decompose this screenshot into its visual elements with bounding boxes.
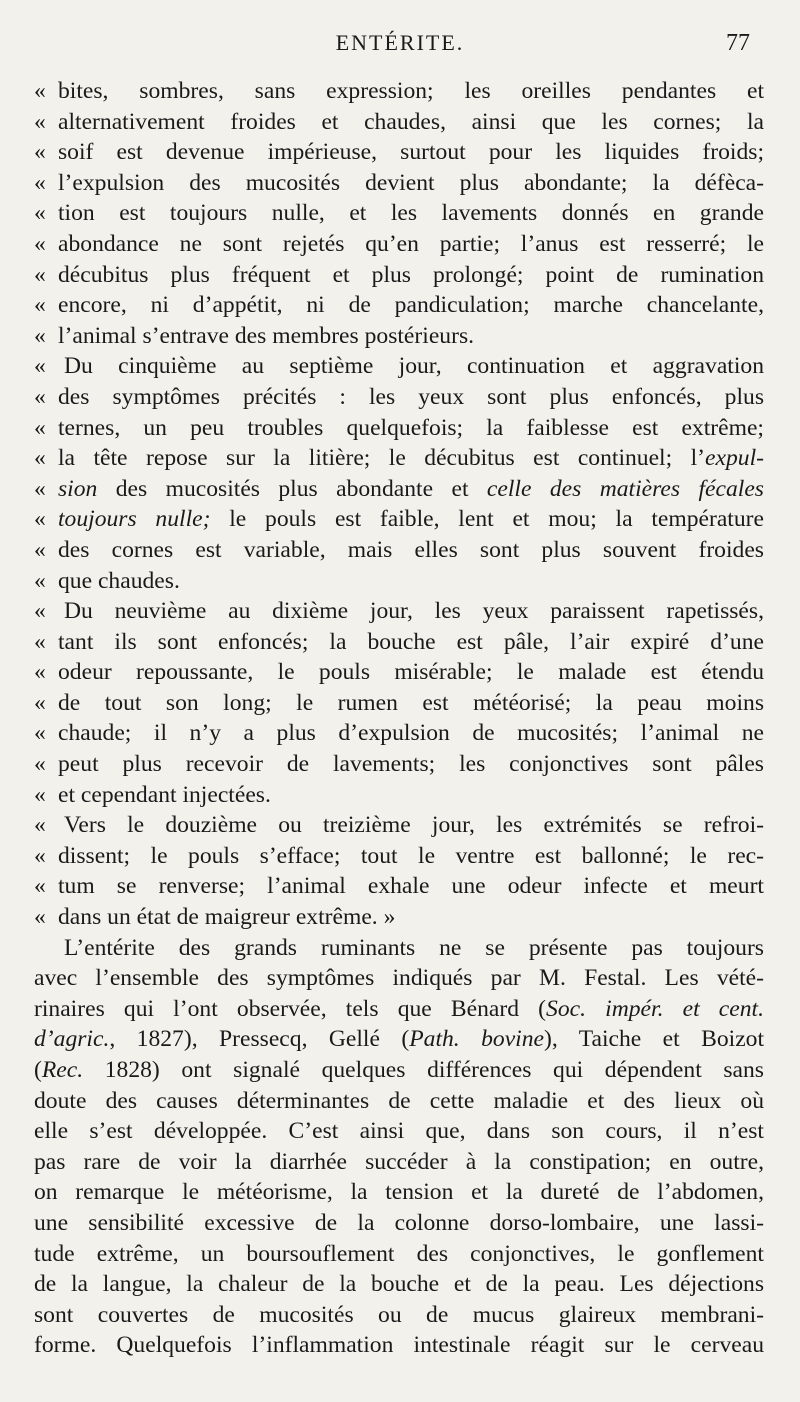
text-line: « des cornes est variable, mais elles sont plus souvent froides [34, 535, 764, 566]
quote-mark: « [34, 414, 46, 441]
quote-mark: « [34, 812, 46, 839]
text-line: elle s’est développée. C’est ainsi que, dans son cours, il n’est [34, 1118, 764, 1145]
text-line: « sion des mucosités plus abondante et celle des matières fécales [34, 474, 764, 505]
text-line: « tant ils sont enfoncés; la bouche est pâle, l’air expiré d’une [34, 627, 764, 658]
quote-mark: « [34, 567, 46, 594]
text-line: on remarque le météorisme, la tension et la dureté de l’abdomen, [34, 1179, 764, 1206]
text-line: « ternes, un peu troubles quelquefois; la faiblesse est extrême; [34, 413, 764, 444]
quote-mark: « [34, 659, 46, 686]
text-line: « tum se renverse; l’animal exhale une odeur infecte et meurt [34, 871, 764, 902]
text-line: « Du neuvième au dixième jour, les yeux paraissent rapetissés, [34, 596, 764, 627]
quote-mark: « [34, 751, 46, 778]
text-line: « toujours nulle; le pouls est faible, lent et mou; la température [34, 504, 764, 535]
page-number: 77 [726, 30, 750, 56]
quote-mark: « [34, 261, 46, 288]
text-line: « l’expulsion des mucosités devient plus abondante; la défèca- [34, 168, 764, 199]
text-line: « soif est devenue impérieuse, surtout pour les liquides froids; [34, 137, 764, 168]
quote-mark: « [34, 873, 46, 900]
text-line: tude extrême, un boursouflement des conjonctives, le gonflement [34, 1240, 764, 1267]
quote-mark: « [34, 108, 46, 135]
quote-mark: « [34, 628, 46, 655]
text-line: « l’animal s’entrave des membres postérieurs. [34, 321, 764, 352]
chapter-title: ENTÉRITE. [335, 30, 465, 55]
text-line: « que chaudes. [34, 566, 764, 597]
text-line: « Vers le douzième ou treizième jour, les extrémités se refroi- [34, 810, 764, 841]
quote-mark: « [34, 78, 46, 104]
text-line: « abondance ne sont rejetés qu’en partie; l’anus est resserré; le [34, 229, 764, 260]
quote-mark: « [34, 689, 46, 716]
text-line: « dans un état de maigreur extrême. » [34, 902, 764, 933]
text-line: « chaude; il n’y a plus d’expulsion de mucosités; l’animal ne [34, 718, 764, 749]
text-line: sont couvertes de mucosités ou de mucus glaireux membrani- [34, 1301, 764, 1328]
text-line: pas rare de voir la diarrhée succéder à la constipation; en outre, [34, 1148, 764, 1175]
text-line: « peut plus recevoir de lavements; les conjonctives sont pâles [34, 749, 764, 780]
quote-mark: « [34, 383, 46, 410]
text-line: (Rec. 1828) ont signalé quelques différences qui dépendent sans [34, 1057, 764, 1083]
text-line: de la langue, la chaleur de la bouche et de la peau. Les déjections [34, 1271, 764, 1298]
quote-mark: « [34, 536, 46, 563]
text-line: forme. Quelquefois l’inflammation intestinale réagit sur le cerveau [34, 1332, 764, 1359]
running-head [48, 30, 752, 62]
text-line: « odeur repoussante, le pouls misérable; le malade est étendu [34, 657, 764, 688]
quote-mark: « [34, 781, 46, 808]
quote-mark: « [34, 139, 46, 166]
quote-mark: « [34, 445, 46, 472]
text-line: « décubitus plus fréquent et plus prolongé; point de rumination [34, 260, 764, 291]
quote-mark: « [34, 322, 46, 349]
text-line: « et cependant injectées. [34, 780, 764, 811]
quote-mark: « [34, 842, 46, 869]
quote-mark: « [34, 230, 46, 257]
quote-mark: « [34, 200, 46, 227]
text-line: « de tout son long; le rumen est météorisé; la peau moins [34, 688, 764, 719]
text-line: « Du cinquième au septième jour, continuation et aggravation [34, 351, 764, 382]
text-line: « alternativement froides et chaudes, ainsi que les cornes; la [34, 107, 764, 138]
text-line: doute des causes déterminantes de cette maladie et des lieux où [34, 1087, 764, 1114]
body-text [34, 76, 764, 1361]
text-line: « bites, sombres, sans expression; les oreilles pendantes et [34, 76, 764, 107]
text-line: « tion est toujours nulle, et les lavements donnés en grande [34, 198, 764, 229]
text-line: « encore, ni d’appétit, ni de pandiculation; marche chancelante, [34, 290, 764, 321]
quote-mark: « [34, 506, 46, 533]
text-line: avec l’ensemble des symptômes indiqués par M. Festal. Les vété- [34, 965, 764, 992]
quote-mark: « [34, 598, 46, 625]
text-line: L’entérite des grands ruminants ne se présente pas toujours [64, 934, 764, 961]
quote-mark: « [34, 292, 46, 319]
text-line: « la tête repose sur la litière; le décubitus est continuel; l’expul- [34, 443, 764, 474]
text-line: d’agric., 1827), Pressecq, Gellé (Path. bovine), Taiche et Boizot [34, 1026, 764, 1053]
text-line: une sensibilité excessive de la colonne dorso-lombaire, une lassi- [34, 1209, 764, 1236]
quote-mark: « [34, 353, 46, 380]
text-line: « dissent; le pouls s’efface; tout le ventre est ballonné; le rec- [34, 841, 764, 872]
quote-mark: « [34, 475, 46, 502]
quote-mark: « [34, 720, 46, 747]
quote-mark: « [34, 904, 46, 931]
text-line: rinaires qui l’ont observée, tels que Bénard (Soc. impér. et cent. [34, 995, 764, 1022]
text-line: « des symptômes précités : les yeux sont plus enfoncés, plus [34, 382, 764, 413]
quote-mark: « [34, 169, 46, 196]
